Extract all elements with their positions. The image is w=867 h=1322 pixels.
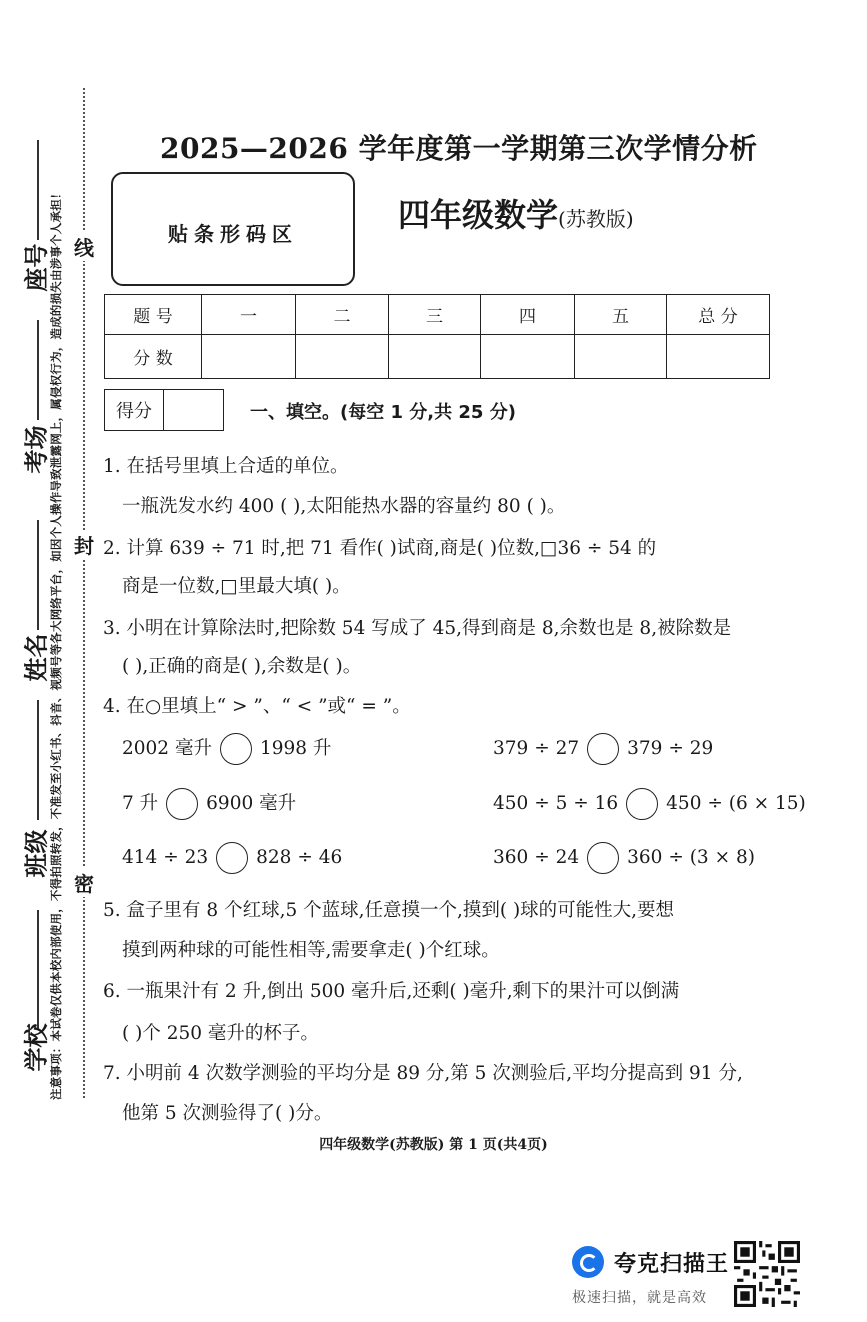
scanner-slogan: 极速扫描，就是高效 bbox=[572, 1290, 707, 1306]
score-table bbox=[104, 294, 770, 379]
subject-title bbox=[398, 190, 634, 236]
quark-logo-icon bbox=[572, 1246, 604, 1278]
question-2-line-2: 商是一位数,□里最大填( )。 bbox=[122, 576, 351, 597]
comparison-item bbox=[122, 842, 342, 874]
comparison-right: 1998 升 bbox=[259, 738, 332, 759]
score-input-cell[interactable] bbox=[575, 335, 667, 379]
question-3-line-1: 3. 小明在计算除法时,把除数 54 写成了 45,得到商是 8,余数也是 8,被除数是 bbox=[103, 618, 732, 639]
comparison-item bbox=[122, 788, 296, 820]
comparison-right: 360 ÷ (3 × 8) bbox=[627, 847, 755, 868]
comparison-circle[interactable] bbox=[626, 788, 658, 820]
question-1-body: 一瓶洗发水约 400 ( ),太阳能热水器的容量约 80 ( )。 bbox=[122, 496, 566, 517]
page-footer: 四年级数学(苏教版) 第 1 页(共4页) bbox=[319, 1137, 548, 1153]
score-input-cell[interactable] bbox=[481, 335, 575, 379]
question-5-line-1: 5. 盒子里有 8 个红球,5 个蓝球,任意摸一个,摸到( )球的可能性大,要想 bbox=[103, 900, 675, 921]
scanner-brand bbox=[572, 1246, 729, 1278]
name-label: 姓名 bbox=[22, 633, 51, 682]
question-2-line-1: 2. 计算 639 ÷ 71 时,把 71 看作( )试商,商是( )位数,□36 ÷ 54 的 bbox=[103, 538, 657, 559]
comparison-circle[interactable] bbox=[216, 842, 248, 874]
question-6-line-2: ( )个 250 毫升的杯子。 bbox=[122, 1023, 319, 1044]
comparison-right: 6900 毫升 bbox=[206, 793, 297, 814]
question-3-line-2: ( ),正确的商是( ),余数是( )。 bbox=[122, 656, 362, 677]
exam-title: 2025—2026 学年度第一学期第三次学情分析 bbox=[160, 132, 758, 165]
score-row-label: 分 数 bbox=[105, 335, 202, 379]
score-header-cell: 题 号 bbox=[105, 295, 202, 335]
comparison-item bbox=[493, 788, 806, 820]
question-4-title: 4. 在○里填上“ > ”、“ < ”或“ = ”。 bbox=[103, 696, 411, 717]
exam-room-label: 考场 bbox=[22, 425, 51, 474]
section-score-label: 得分 bbox=[105, 390, 164, 430]
comparison-left: 379 ÷ 27 bbox=[493, 738, 580, 759]
score-header-cell: 五 bbox=[575, 295, 667, 335]
class-line bbox=[37, 700, 39, 820]
score-input-cell[interactable] bbox=[202, 335, 296, 379]
notice-text: 注意事项：本试卷仅供本校内部使用，不得拍照转发，不准发至小红书、抖音、视频号等各大网络平台，如因个人操作导致泄露网上，属侵权行为，造成的损失由涉事个人承担！ bbox=[49, 187, 63, 1100]
section-heading: 一、填空。(每空 1 分,共 25 分) bbox=[250, 402, 516, 423]
class-label: 班级 bbox=[22, 829, 51, 878]
comparison-left: 414 ÷ 23 bbox=[122, 847, 209, 868]
comparison-left: 2002 毫升 bbox=[122, 738, 212, 759]
comparison-circle[interactable] bbox=[220, 733, 252, 765]
score-input-cell[interactable] bbox=[296, 335, 389, 379]
barcode-area bbox=[111, 172, 355, 286]
score-header-cell: 二 bbox=[296, 295, 389, 335]
section-score-box bbox=[104, 389, 224, 431]
score-header-cell: 三 bbox=[389, 295, 481, 335]
qr-code-icon bbox=[734, 1241, 800, 1307]
question-7-line-1: 7. 小明前 4 次数学测验的平均分是 89 分,第 5 次测验后,平均分提高到 91 分, bbox=[103, 1063, 743, 1084]
comparison-item bbox=[493, 842, 755, 874]
school-line bbox=[37, 910, 39, 1030]
name-line bbox=[37, 520, 39, 630]
comparison-circle[interactable] bbox=[587, 842, 619, 874]
question-1-title: 1. 在括号里填上合适的单位。 bbox=[103, 456, 349, 477]
seat-line bbox=[37, 140, 39, 240]
score-header-cell: 一 bbox=[202, 295, 296, 335]
seat-label: 座号 bbox=[22, 243, 51, 292]
score-header-cell: 四 bbox=[481, 295, 575, 335]
school-label: 学校 bbox=[22, 1023, 51, 1072]
score-table-header-row bbox=[105, 295, 770, 335]
score-table-score-row bbox=[105, 335, 770, 379]
comparison-right: 828 ÷ 46 bbox=[256, 847, 343, 868]
comparison-left: 360 ÷ 24 bbox=[493, 847, 580, 868]
barcode-label: 贴条形码区 bbox=[168, 222, 298, 246]
scanner-brand-name: 夸克扫描王 bbox=[614, 1251, 730, 1277]
comparison-circle[interactable] bbox=[166, 788, 198, 820]
section-score-input[interactable] bbox=[164, 390, 223, 430]
question-5-line-2: 摸到两种球的可能性相等,需要拿走( )个红球。 bbox=[122, 940, 500, 961]
comparison-item bbox=[493, 733, 713, 765]
question-6-line-1: 6. 一瓶果汁有 2 升,倒出 500 毫升后,还剩( )毫升,剩下的果汁可以倒满 bbox=[103, 981, 680, 1002]
comparison-left: 450 ÷ 5 ÷ 16 bbox=[493, 793, 619, 814]
subject-name: 四年级数学 bbox=[398, 196, 559, 234]
score-input-cell[interactable] bbox=[667, 335, 770, 379]
score-header-cell: 总 分 bbox=[667, 295, 770, 335]
seal-char-seal: 封 bbox=[74, 530, 94, 559]
seal-char-secret: 密 bbox=[74, 868, 94, 897]
score-input-cell[interactable] bbox=[389, 335, 481, 379]
comparison-right: 379 ÷ 29 bbox=[627, 738, 714, 759]
seal-char-line: 线 bbox=[74, 232, 94, 261]
question-7-line-2: 他第 5 次测验得了( )分。 bbox=[122, 1103, 333, 1124]
edition-label: (苏教版) bbox=[558, 207, 634, 231]
comparison-left: 7 升 bbox=[122, 793, 159, 814]
room-line bbox=[37, 320, 39, 420]
comparison-right: 450 ÷ (6 × 15) bbox=[666, 793, 806, 814]
comparison-item bbox=[122, 733, 331, 765]
comparison-circle[interactable] bbox=[587, 733, 619, 765]
